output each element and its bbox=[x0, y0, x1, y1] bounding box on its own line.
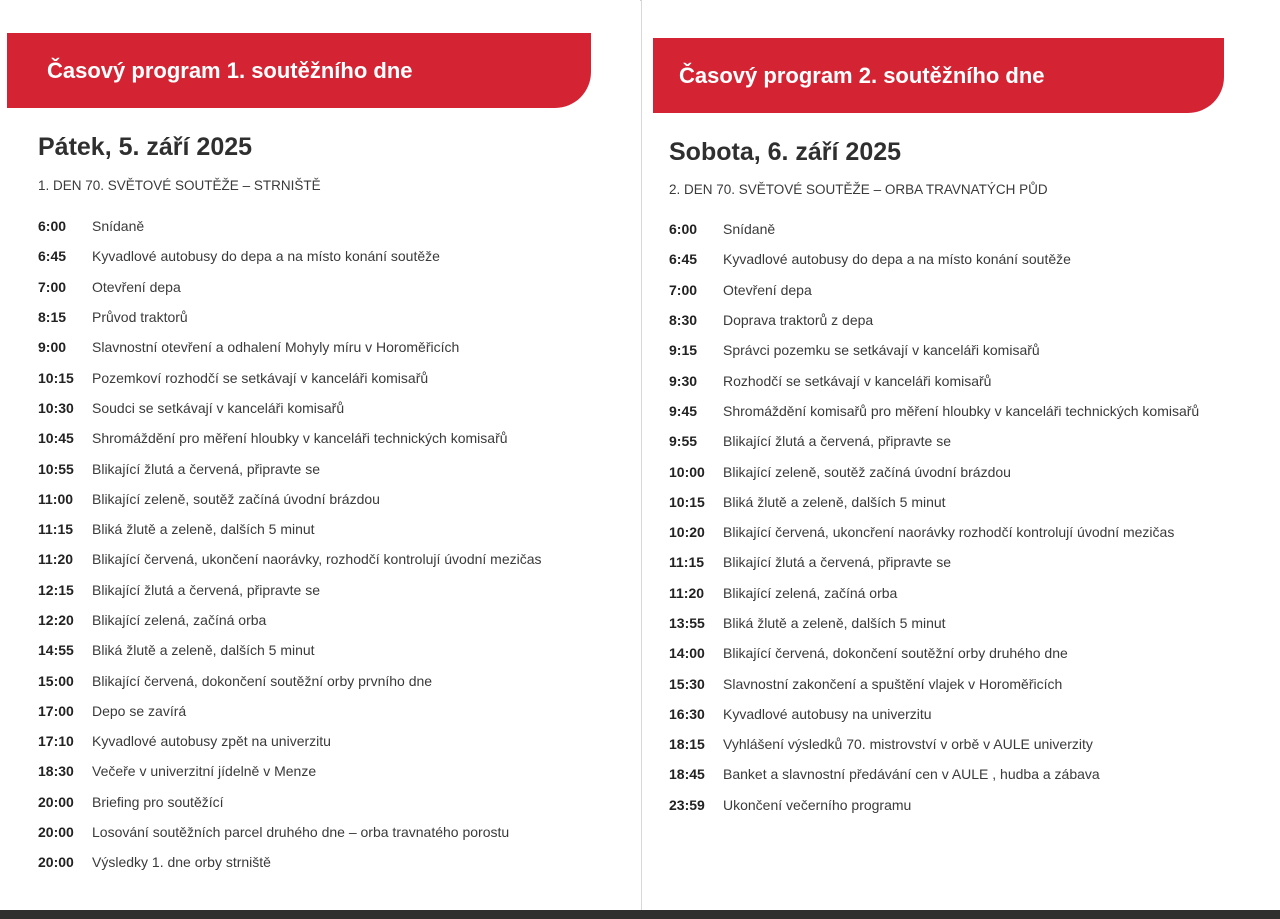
schedule-row bbox=[669, 305, 1199, 335]
schedule-row bbox=[38, 332, 542, 362]
schedule-activity: Kyvadlové autobusy na univerzitu bbox=[723, 705, 932, 722]
day-1-banner-title: Časový program 1. soutěžního dne bbox=[47, 57, 413, 83]
schedule-activity: Blikající červená, dokončení soutěžní orby prvního dne bbox=[92, 672, 433, 689]
schedule-row bbox=[669, 759, 1199, 789]
schedule-time: 9:30 bbox=[669, 372, 698, 389]
schedule-row bbox=[38, 817, 542, 847]
day-2-page bbox=[641, 0, 1280, 910]
schedule-activity: Bliká žlutě a zeleně, dalších 5 minut bbox=[723, 493, 946, 510]
schedule-activity: Ukončení večerního programu bbox=[723, 796, 912, 813]
schedule-activity: Blikající zeleně, soutěž začíná úvodní brázdou bbox=[92, 490, 380, 507]
schedule-time: 10:15 bbox=[669, 493, 705, 510]
schedule-activity: Blikající červená, ukončení naorávky, rozhodčí kontrolují úvodní mezičas bbox=[92, 551, 542, 568]
schedule-row bbox=[38, 756, 542, 786]
schedule-activity: Banket a slavnostní předávání cen v AULE , hudba a zábava bbox=[723, 766, 1100, 783]
schedule-row bbox=[38, 847, 542, 877]
schedule-activity: Shromáždění komisařů pro měření hloubky v kanceláři technických komisařů bbox=[723, 402, 1200, 419]
schedule-row bbox=[669, 365, 1199, 395]
day-2-subtitle: 2. DEN 70. SVĚTOVÉ SOUTĚŽE – ORBA TRAVNATÝCH PŮD bbox=[669, 182, 1048, 197]
scan-bottom-edge bbox=[0, 910, 1280, 919]
schedule-time: 9:55 bbox=[669, 433, 698, 450]
schedule-row bbox=[669, 244, 1199, 274]
schedule-row bbox=[669, 275, 1199, 305]
schedule-activity: Bliká žlutě a zeleně, dalších 5 minut bbox=[92, 521, 315, 538]
schedule-time: 8:15 bbox=[38, 309, 67, 326]
schedule-time: 11:15 bbox=[38, 521, 74, 538]
schedule-row bbox=[38, 272, 542, 302]
schedule-time: 8:30 bbox=[669, 312, 698, 329]
schedule-time: 12:20 bbox=[38, 612, 74, 628]
schedule-time: 18:30 bbox=[38, 763, 74, 780]
schedule-time: 20:00 bbox=[38, 793, 74, 810]
schedule-time: 17:00 bbox=[38, 702, 74, 719]
schedule-row bbox=[669, 426, 1199, 456]
day-1-date: Pátek, 5. září 2025 bbox=[38, 133, 253, 161]
schedule-activity: Bliká žlutě a zeleně, dalších 5 minut bbox=[723, 615, 946, 631]
schedule-time: 20:00 bbox=[38, 854, 74, 871]
schedule-time: 6:45 bbox=[38, 248, 67, 265]
schedule-time: 13:55 bbox=[669, 615, 705, 631]
schedule-row bbox=[669, 487, 1199, 517]
schedule-row bbox=[38, 726, 542, 756]
day-2-schedule bbox=[669, 214, 1199, 820]
day-1-page bbox=[0, 0, 640, 910]
schedule-row bbox=[669, 578, 1199, 608]
schedule-time: 10:55 bbox=[38, 460, 74, 477]
schedule-activity: Průvod traktorů bbox=[92, 309, 188, 326]
day-1-schedule bbox=[38, 211, 542, 878]
schedule-activity: Kyvadlové autobusy zpět na univerzitu bbox=[92, 733, 331, 750]
schedule-time: 6:00 bbox=[669, 221, 698, 238]
schedule-time: 7:00 bbox=[38, 278, 67, 295]
schedule-activity: Soudci se setkávají v kanceláři komisařů bbox=[92, 399, 345, 416]
schedule-row bbox=[669, 699, 1199, 729]
schedule-activity: Bliká žlutě a zeleně, dalších 5 minut bbox=[92, 642, 315, 659]
schedule-row bbox=[669, 608, 1199, 638]
schedule-row bbox=[669, 729, 1199, 759]
schedule-activity: Losování soutěžních parcel druhého dne – orba travnatého porostu bbox=[92, 824, 510, 841]
day-1-banner bbox=[7, 33, 591, 108]
schedule-activity: Blikající červená, ukoncření naorávky rozhodčí kontrolují úvodní mezičas bbox=[723, 524, 1175, 541]
schedule-row bbox=[38, 787, 542, 817]
day-2-date: Sobota, 6. září 2025 bbox=[669, 138, 902, 166]
schedule-time: 20:00 bbox=[38, 824, 74, 841]
schedule-time: 14:00 bbox=[669, 645, 705, 662]
schedule-time: 10:15 bbox=[38, 369, 74, 386]
schedule-row bbox=[38, 484, 542, 514]
day-1-subtitle: 1. DEN 70. SVĚTOVÉ SOUTĚŽE – STRNIŠTĚ bbox=[38, 178, 321, 193]
day-2-banner bbox=[653, 38, 1224, 113]
schedule-row bbox=[38, 575, 542, 605]
schedule-activity: Večeře v univerzitní jídelně v Menze bbox=[92, 763, 317, 780]
schedule-activity: Snídaně bbox=[92, 218, 145, 235]
schedule-row bbox=[38, 241, 542, 271]
schedule-activity: Blikající žlutá a červená, připravte se bbox=[92, 581, 320, 598]
schedule-row bbox=[669, 547, 1199, 577]
schedule-time: 12:15 bbox=[38, 581, 74, 598]
schedule-activity: Kyvadlové autobusy do depa a na místo konání soutěže bbox=[723, 251, 1071, 268]
schedule-activity: Snídaně bbox=[723, 221, 776, 238]
schedule-row bbox=[38, 453, 542, 483]
schedule-activity: Briefing pro soutěžící bbox=[92, 793, 224, 810]
schedule-time: 9:00 bbox=[38, 339, 67, 356]
schedule-time: 11:00 bbox=[38, 490, 74, 507]
schedule-time: 10:45 bbox=[38, 430, 74, 447]
schedule-time: 14:55 bbox=[38, 642, 74, 659]
schedule-time: 11:15 bbox=[669, 554, 705, 571]
schedule-time: 15:00 bbox=[38, 672, 74, 689]
schedule-activity: Depo se zavírá bbox=[92, 702, 187, 719]
schedule-time: 23:59 bbox=[669, 796, 705, 813]
schedule-activity: Shromáždění pro měření hloubky v kanceláři technických komisařů bbox=[92, 430, 508, 447]
schedule-time: 7:00 bbox=[669, 281, 698, 298]
schedule-time: 10:30 bbox=[38, 399, 74, 416]
schedule-row bbox=[669, 335, 1199, 365]
schedule-row bbox=[669, 396, 1199, 426]
schedule-time: 18:45 bbox=[669, 766, 705, 783]
schedule-activity: Blikající zelená, začíná orba bbox=[92, 612, 267, 628]
schedule-activity: Vyhlášení výsledků 70. mistrovství v orbě v AULE univerzity bbox=[723, 736, 1093, 753]
schedule-activity: Blikající žlutá a červená, připravte se bbox=[723, 433, 951, 450]
schedule-row bbox=[38, 665, 542, 695]
schedule-activity: Slavnostní zakončení a spuštění vlajek v Horoměřicích bbox=[723, 675, 1063, 692]
schedule-time: 16:30 bbox=[669, 705, 705, 722]
schedule-row bbox=[38, 302, 542, 332]
schedule-activity: Slavnostní otevření a odhalení Mohyly míru v Horoměřicích bbox=[92, 339, 460, 356]
schedule-row bbox=[38, 393, 542, 423]
schedule-time: 17:10 bbox=[38, 733, 74, 750]
schedule-activity: Rozhodčí se setkávají v kanceláři komisařů bbox=[723, 372, 992, 389]
schedule-activity: Blikající zeleně, soutěž začíná úvodní brázdou bbox=[723, 463, 1011, 480]
schedule-row bbox=[38, 211, 542, 241]
schedule-row bbox=[669, 638, 1199, 668]
schedule-row bbox=[38, 696, 542, 726]
schedule-activity: Výsledky 1. dne orby strniště bbox=[92, 854, 271, 871]
schedule-row bbox=[669, 790, 1199, 820]
schedule-row bbox=[669, 456, 1199, 486]
schedule-row bbox=[669, 517, 1199, 547]
schedule-time: 11:20 bbox=[669, 584, 705, 601]
schedule-time: 15:30 bbox=[669, 675, 705, 692]
schedule-row bbox=[38, 544, 542, 574]
schedule-activity: Blikající žlutá a červená, připravte se bbox=[92, 460, 320, 477]
schedule-time: 9:45 bbox=[669, 402, 698, 419]
schedule-row bbox=[38, 514, 542, 544]
schedule-activity: Blikající červená, dokončení soutěžní orby druhého dne bbox=[723, 645, 1068, 662]
schedule-activity: Správci pozemku se setkávají v kanceláři komisařů bbox=[723, 342, 1040, 359]
schedule-row bbox=[38, 362, 542, 392]
schedule-time: 6:00 bbox=[38, 218, 67, 235]
schedule-time: 10:20 bbox=[669, 524, 705, 541]
schedule-activity: Doprava traktorů z depa bbox=[723, 312, 874, 329]
schedule-row bbox=[669, 214, 1199, 244]
schedule-row bbox=[669, 668, 1199, 698]
schedule-activity: Otevření depa bbox=[723, 281, 812, 298]
schedule-time: 9:15 bbox=[669, 342, 698, 359]
schedule-activity: Blikající žlutá a červená, připravte se bbox=[723, 554, 951, 571]
schedule-time: 18:15 bbox=[669, 736, 705, 753]
schedule-row bbox=[38, 605, 542, 635]
schedule-time: 6:45 bbox=[669, 251, 698, 268]
schedule-time: 11:20 bbox=[38, 551, 74, 568]
schedule-activity: Otevření depa bbox=[92, 278, 181, 295]
schedule-activity: Kyvadlové autobusy do depa a na místo konání soutěže bbox=[92, 248, 440, 265]
schedule-row bbox=[38, 635, 542, 665]
day-2-banner-title: Časový program 2. soutěžního dne bbox=[679, 62, 1045, 88]
schedule-activity: Blikající zelená, začíná orba bbox=[723, 584, 898, 601]
schedule-row bbox=[38, 423, 542, 453]
schedule-activity: Pozemkoví rozhodčí se setkávají v kanceláři komisařů bbox=[92, 369, 429, 386]
schedule-time: 10:00 bbox=[669, 463, 705, 480]
